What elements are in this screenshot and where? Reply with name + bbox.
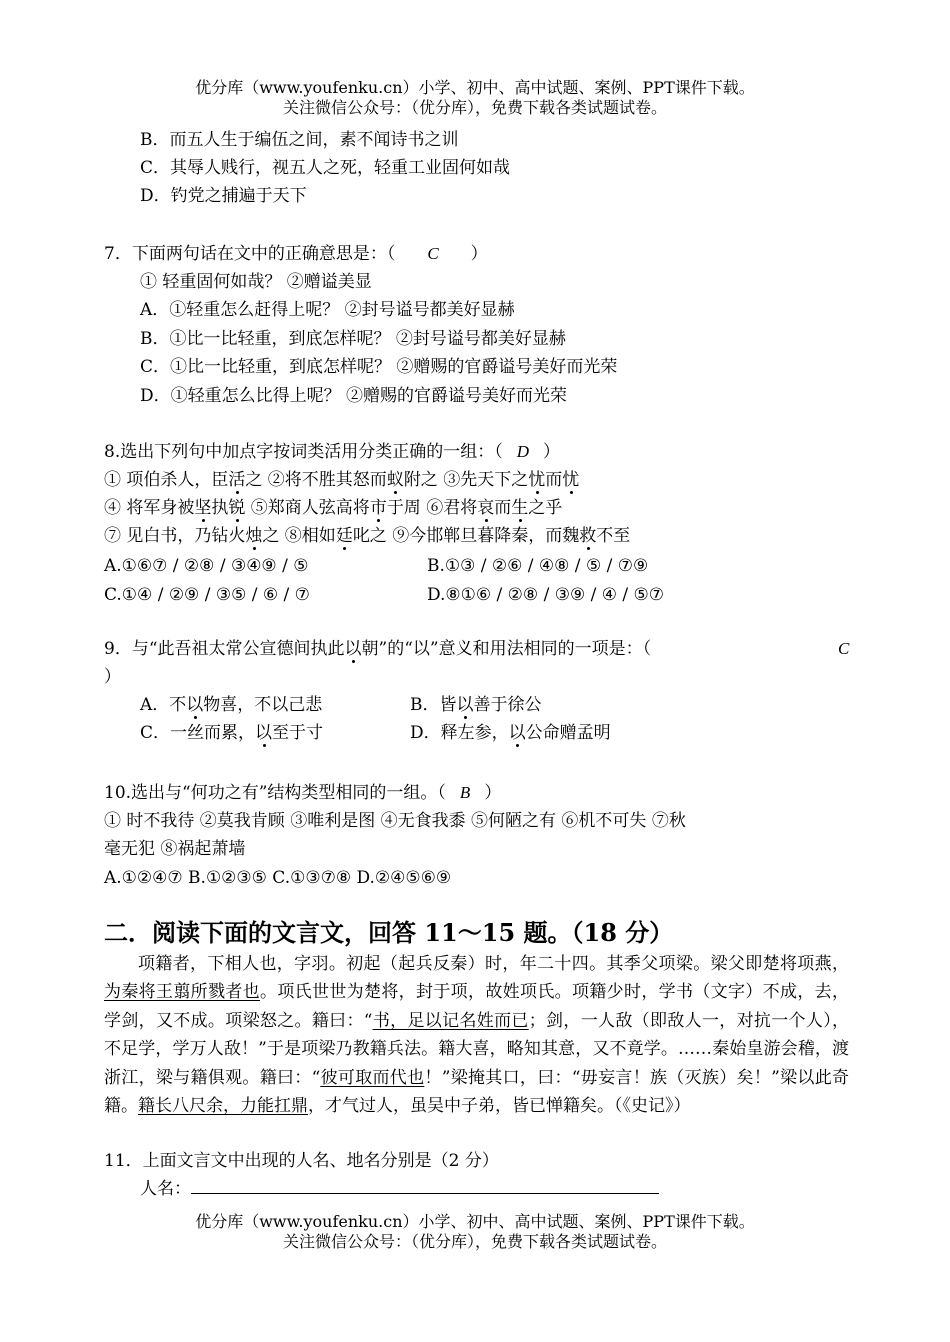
q7-option-a: A．①轻重怎么赶得上呢？ ②封号谥号都美好显赫: [140, 300, 515, 320]
passage: [104, 950, 849, 1120]
text: D．释左参，: [410, 723, 509, 743]
q9-answer: C: [838, 639, 850, 658]
q9-option-c: [140, 722, 323, 744]
q8-row-1: [104, 469, 579, 491]
q8-option-a: A.①⑥⑦ / ②⑧ / ③④⑨ / ⑤: [104, 556, 309, 576]
text: 而: [545, 470, 563, 490]
text: ⑦ 见白书，乃钻火: [104, 526, 246, 546]
q10-answer: B: [459, 783, 471, 802]
passage-text: ，才气过人，虽吴中子弟，皆已惮籍矣。（《史记》）: [308, 1096, 691, 1117]
dotted-char: 烛: [245, 526, 263, 546]
text: 不至: [596, 526, 631, 546]
q8-stem: [104, 441, 560, 463]
dotted-char: 蚁: [386, 470, 404, 490]
text: 于周 ⑥君将: [386, 498, 478, 518]
text: 公命赠孟明: [525, 723, 611, 743]
q8-close: ）: [543, 442, 560, 462]
text: 叱之 ⑨今邯郸旦暮降秦，而魏: [352, 526, 580, 546]
text: 至于寸: [272, 723, 324, 743]
text: 执: [211, 498, 229, 518]
q8-option-d: D.⑧①⑥ / ②⑧ / ③⑨ / ④ / ⑤⑦: [427, 585, 664, 605]
names-answer-blank[interactable]: [191, 1179, 659, 1194]
q9-stem: [104, 638, 651, 660]
q8-row-3: [104, 525, 630, 547]
dotted-char: 忧: [562, 470, 580, 490]
header-line-2: 关注微信公众号：（优分库），免费下载各类试题试卷。: [282, 98, 667, 117]
header-line-1: 优分库（www.youfenku.cn）小学、初中、高中试题、案例、PPT课件下载。: [195, 78, 755, 97]
passage-text: ！”梁掩其口，曰：“毋妄言！族（灭族）矣！”梁以此奇籍。: [104, 1067, 849, 1117]
passage-text: ；剑，一人敌（即敌人一，对抗一个人），不足学，学万人敌！”于是项梁乃教籍兵法。籍大喜，略知其意，又不竟学。……秦始皇游会稽，渡浙江，梁与籍俱观。籍曰：“: [104, 1010, 850, 1088]
underlined-sentence: 彼可取而代也: [320, 1067, 425, 1088]
q10-stem: [104, 782, 501, 804]
footer-line-2: 关注微信公众号：（优分库），免费下载各类试题试卷。: [282, 1232, 667, 1251]
text: 之 ⑧相如: [262, 526, 336, 546]
q10-line-1: ① 时不我待 ②莫我肯顾 ③唯利是图 ④无食我黍 ⑤何陋之有 ⑥机不可失 ⑦秋: [104, 811, 686, 831]
dotted-char: 救: [579, 526, 597, 546]
q9-close: ）: [104, 667, 121, 687]
q10-line-2: 毫无犯 ⑧祸起萧墙: [104, 839, 246, 859]
text: ⑤郑商人弦高将: [245, 498, 370, 518]
text: B．皆: [410, 695, 457, 715]
dotted-char: 锐: [228, 498, 246, 518]
q8-stem-text: 8.选出下列句中加点字按词类活用分类正确的一组：（: [104, 442, 503, 462]
text: 附之 ③先天下之: [403, 470, 529, 490]
text: ① 项伯杀人，臣: [104, 470, 229, 490]
text: 朝”的“以”意义和用法相同的一项是：（: [361, 639, 652, 659]
dotted-char: 生: [511, 498, 529, 518]
q7-answer: C: [427, 244, 439, 263]
dotted-char: 以: [344, 639, 362, 659]
q7-option-c: C．①比一比轻重，到底怎样呢？ ②赠赐的官爵谥号美好而光荣: [140, 357, 618, 377]
q6-option-d: D．钓党之捕遍于天下: [140, 186, 307, 206]
q6-option-c: C．其辱人贱行，视五人之死，轻重工业固何如哉: [140, 158, 511, 178]
dotted-char: 以: [508, 723, 526, 743]
text: ④ 将军身被: [104, 498, 195, 518]
q7-stem-text: 7．下面两句话在文中的正确意思是：（: [104, 244, 396, 264]
q8-option-b: B.①③ / ②⑥ / ④⑧ / ⑤ / ⑦⑨: [427, 556, 649, 576]
q6-option-b: B．而五人生于编伍之间，素不闻诗书之训: [140, 130, 459, 150]
text: 9．与“此吾祖太常公宣德间执此: [104, 639, 345, 659]
underlined-sentence: 为秦将王翦所戮者也: [104, 982, 260, 1003]
dotted-char: 廷: [335, 526, 353, 546]
passage-text: 项籍者，下相人也，字羽。初起（起兵反秦）时，年二十四。其季父项梁。梁父即楚将项燕，: [138, 954, 849, 974]
footer-line-1: 优分库（www.youfenku.cn）小学、初中、高中试题、案例、PPT课件下载。: [195, 1212, 755, 1231]
underlined-sentence: 籍长八尺余，力能扛鼎: [138, 1096, 308, 1117]
q7-sentences: ① 轻重固何如哉？ ②赠谥美显: [140, 272, 372, 292]
q8-option-c: C.①④ / ②⑨ / ③⑤ / ⑥ / ⑦: [104, 585, 310, 605]
text: 善于徐公: [473, 695, 542, 715]
text: 之 ②将不胜其怒而: [245, 470, 387, 490]
text: 而: [494, 498, 512, 518]
q8-row-2: [104, 497, 562, 519]
dotted-char: 以: [255, 723, 273, 743]
text: 物喜，不以己悲: [203, 695, 323, 715]
q7-stem: [104, 243, 488, 265]
dotted-char: 忧: [528, 470, 546, 490]
text: C．一丝而累，: [140, 723, 256, 743]
dotted-char: 哀: [477, 498, 495, 518]
q8-answer: D: [516, 442, 529, 461]
dotted-char: 市: [369, 498, 387, 518]
dotted-char: 坚: [194, 498, 212, 518]
q7-option-b: B．①比一比轻重，到底怎样呢？ ②封号谥号都美好显赫: [140, 329, 566, 349]
q11-stem: 11．上面文言文中出现的人名、地名分别是（2 分）: [104, 1151, 499, 1171]
text: A．不: [140, 695, 187, 715]
q11-names-row: [140, 1178, 659, 1200]
text: 之乎: [528, 498, 563, 518]
q10-stem-text: 10.选出与“何功之有”结构类型相同的一组。（: [104, 783, 446, 803]
passage-text: 。项氏世世为楚将，封于项，故姓项氏。项籍少时，学书（文字）不成，去，学剑，又不成。项梁怒之。籍曰：“: [104, 982, 849, 1031]
q10-options: A.①②④⑦ B.①②③⑤ C.①③⑦⑧ D.②④⑤⑥⑨: [104, 868, 452, 888]
q10-close: ）: [484, 783, 502, 803]
q11-names-label: 人名：: [140, 1179, 191, 1199]
q9-option-d: [410, 722, 611, 744]
q7-close: ）: [470, 244, 488, 264]
dotted-char: 以: [456, 695, 474, 715]
section-2-title: 二．阅读下面的文言文，回答 11～15 题。（18 分）: [104, 918, 674, 947]
q7-option-d: D．①轻重怎么比得上呢？ ②赠赐的官爵谥号美好而光荣: [140, 386, 568, 406]
dotted-char: 以: [186, 695, 204, 715]
q9-option-a: [140, 694, 322, 716]
underlined-sentence: 书，足以记名姓而已: [372, 1010, 529, 1031]
q9-option-b: [410, 694, 542, 716]
dotted-char: 活: [228, 470, 246, 490]
